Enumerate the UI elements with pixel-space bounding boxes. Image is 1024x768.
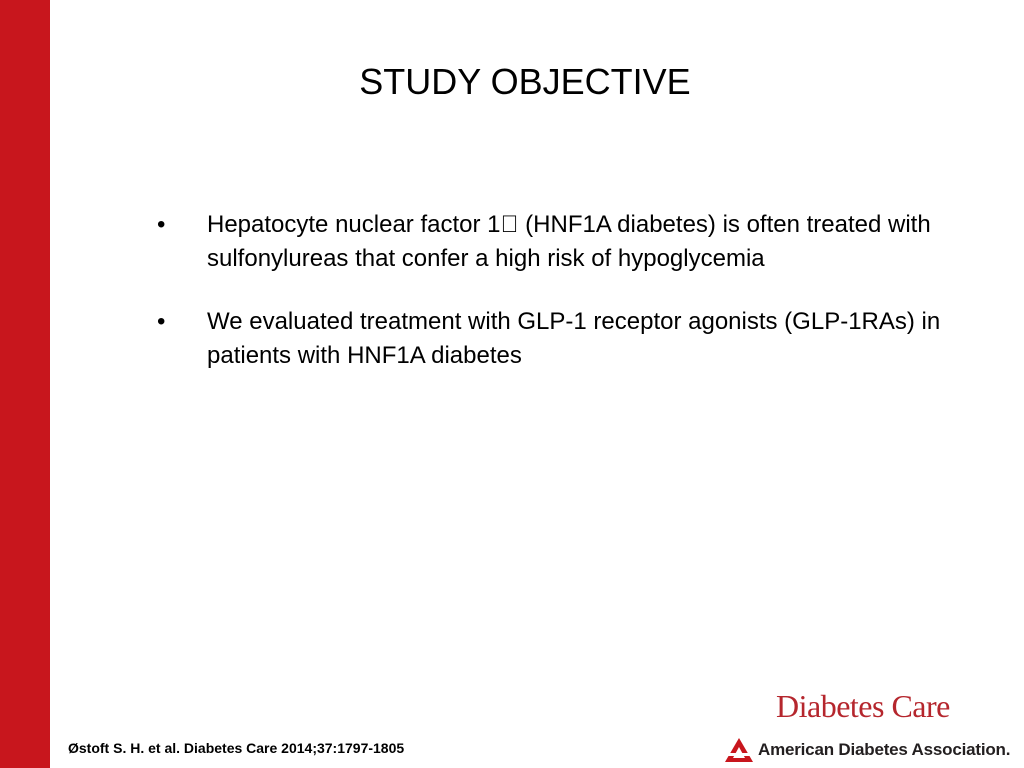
bullet-text: Hepatocyte nuclear factor 1 (HNF1A diabetes) is often treated with sulfonylureas that confer a high risk of hypoglycemia: [207, 211, 913, 272]
bullet-item: [157, 305, 977, 372]
bullet-text: We evaluated treatment with GLP-1 receptor agonists (GLP-1RAs) in patients with HNF1A diabetes: [207, 308, 941, 369]
ada-triangle-icon: [724, 737, 754, 763]
bullet-item: [157, 208, 977, 275]
bullet-marker: •: [157, 308, 166, 335]
diabetes-care-logo: Diabetes Care: [776, 688, 950, 724]
citation: Østoft S. H. et al. Diabetes Care 2014;37:1797-1805: [68, 740, 405, 756]
ada-logo: [724, 735, 1010, 765]
left-accent-bar: [0, 0, 50, 768]
ada-logo-text: American Diabetes Association.: [758, 740, 1011, 759]
bullet-marker: •: [157, 211, 166, 238]
slide-title: STUDY OBJECTIVE: [359, 61, 691, 102]
bullet-list: [157, 208, 977, 402]
